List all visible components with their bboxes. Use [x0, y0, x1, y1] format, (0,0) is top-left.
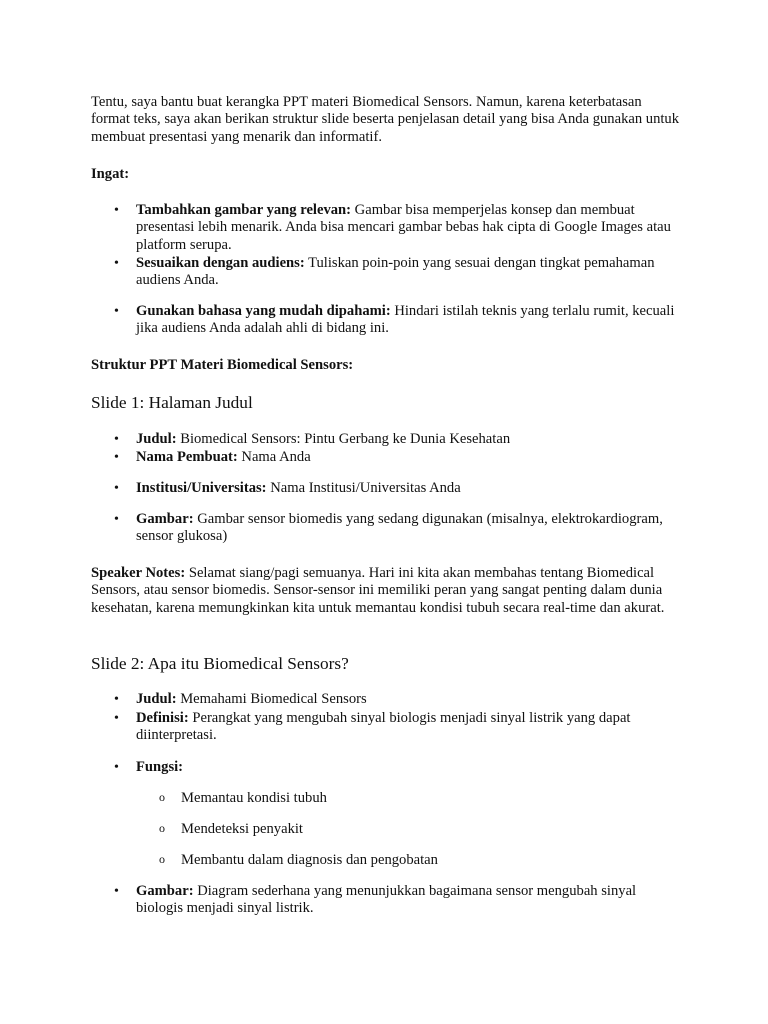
list-item: • Judul: Memahami Biomedical Sensors [136, 691, 684, 708]
list-item: • Gambar: Diagram sederhana yang menunjukkan bagaimana sensor mengubah sinyal biologis menjadi sinyal listrik. [136, 883, 684, 918]
intro-paragraph: Tentu, saya bantu buat kerangka PPT materi Biomedical Sensors. Namun, karena keterbatasan format teks, saya akan berikan struktur slide beserta penjelasan detail yang bisa Anda gunakan untuk membuat presentasi yang menarik dan informatif. [91, 94, 680, 145]
list-item: • Tambahkan gambar yang relevan: Gambar bisa memperjelas konsep dan membuat presentasi lebih menarik. Anda bisa mencari gambar bebas hak cipta di Google Images atau platform serupa. [136, 202, 684, 254]
list-item: • Definisi: Perangkat yang mengubah sinyal biologis menjadi sinyal listrik yang dapat diinterpretasi. [136, 710, 684, 745]
slide1-heading: Slide 1: Halaman Judul [91, 393, 253, 412]
structure-heading: Struktur PPT Materi Biomedical Sensors: [91, 357, 354, 373]
list-item: • Fungsi: [136, 759, 684, 776]
list-item: • Gambar: Gambar sensor biomedis yang sedang digunakan (misalnya, elektrokardiogram, sensor glukosa) [136, 511, 684, 546]
list-item: • Judul: Biomedical Sensors: Pintu Gerbang ke Dunia Kesehatan [136, 431, 684, 448]
slide2-heading: Slide 2: Apa itu Biomedical Sensors? [91, 654, 349, 673]
speaker-notes: Speaker Notes: Selamat siang/pagi semuanya. Hari ini kita akan membahas tentang Biomedical Sensors, atau sensor biomedis. Sensor-sensor ini memiliki peran yang sangat penting dalam dunia kesehatan, karena memungkinkan kita untuk memantau kondisi tubuh secara real-time dan akurat. [91, 565, 665, 616]
list-item: • Nama Pembuat: Nama Anda [136, 449, 684, 466]
sub-list-item: o Memantau kondisi tubuh [181, 790, 681, 807]
list-item: • Sesuaikan dengan audiens: Tuliskan poin-poin yang sesuai dengan tingkat pemahaman audiens Anda. [136, 255, 684, 290]
list-item: • Gunakan bahasa yang mudah dipahami: Hindari istilah teknis yang terlalu rumit, kecuali jika audiens Anda adalah ahli di bidang ini. [136, 303, 684, 338]
sub-list-item: o Mendeteksi penyakit [181, 821, 681, 838]
list-item: • Institusi/Universitas: Nama Institusi/Universitas Anda [136, 480, 684, 497]
ingat-heading: Ingat: [91, 166, 130, 182]
sub-list-item: o Membantu dalam diagnosis dan pengobatan [181, 852, 681, 869]
